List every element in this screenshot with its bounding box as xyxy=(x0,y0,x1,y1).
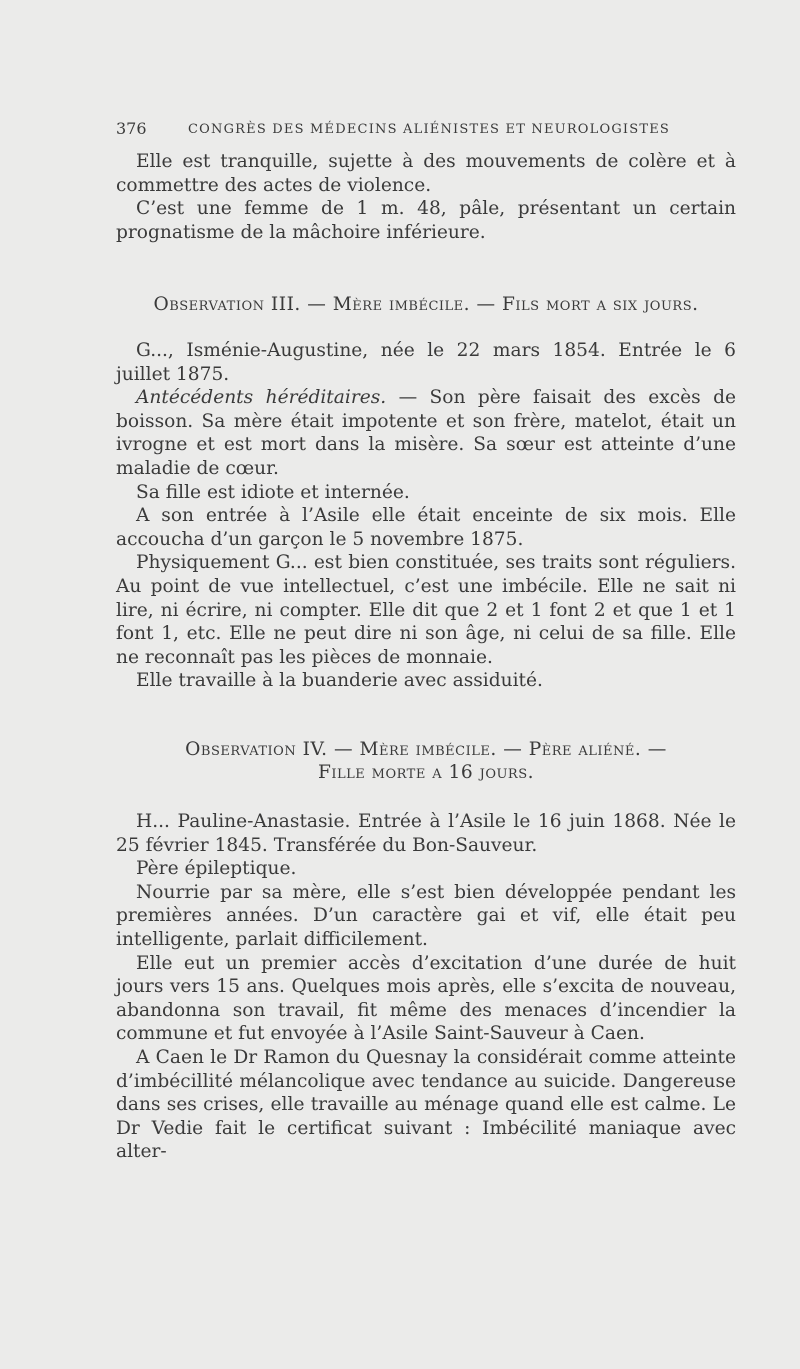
paragraph: G..., Isménie-Augustine, née le 22 mars 1854. Entrée le 6 juillet 1875. xyxy=(116,339,736,385)
observation-3-heading: Observation III. — Mère imbécile. — Fils mort a six jours. xyxy=(153,294,699,316)
paragraph: Elle travaille à la buanderie avec assiduité. xyxy=(136,670,543,692)
observation-4-heading-line1: Observation IV. — Mère imbécile. — Père aliéné. — xyxy=(185,738,667,760)
page-header xyxy=(116,119,736,139)
paragraph: Elle eut un premier accès d’excitation d’une durée de huit jours vers 15 ans. Quelques mois après, elle s’excita de nouveau, abandonna son travail, fit même des menaces d’incendier la commune et fut envoyée à l’Asile Saint-Sauveur à Caen. xyxy=(116,952,736,1045)
paragraph: Père épileptique. xyxy=(136,858,297,880)
paragraph: Elle est tranquille, sujette à des mouvements de colère et à commettre des actes de violence. xyxy=(116,151,736,196)
page-number: 376 xyxy=(116,119,147,138)
paragraph-text: — Son père faisait des excès de boisson. Sa mère était impotente et son frère, matelot, était un ivrogne et est mort dans la misère. Sa sœur est atteinte d’une maladie de cœur. xyxy=(116,387,737,479)
paragraph: C’est une femme de 1 m. 48, pâle, présentant un certain prognatisme de la mâchoire inférieure. xyxy=(116,198,736,243)
paragraph xyxy=(116,386,736,480)
paragraph: A Caen le Dr Ramon du Quesnay la considérait comme atteinte d’imbécillité mélancolique avec tendance au suicide. Dangereuse dans ses crises, elle travaille au ménage quand elle est calme. Le Dr Vedie fait le certificat suivant : Imbécilité maniaque avec alter- xyxy=(116,1047,736,1163)
section-label: Antécédents héréditaires. xyxy=(136,387,387,409)
running-title: CONGRÈS DES MÉDECINS ALIÉNISTES ET NEUROLOGISTES xyxy=(188,122,671,137)
paragraph: Sa fille est idiote et internée. xyxy=(136,481,410,503)
page-body xyxy=(116,150,736,1164)
paragraph: H... Pauline-Anastasie. Entrée à l’Asile le 16 juin 1868. Née le 25 février 1845. Transférée du Bon-Sauveur. xyxy=(116,811,736,856)
paragraph: Physiquement G... est bien constituée, ses traits sont réguliers. Au point de vue intellectuel, c’est une imbécile. Elle ne sait ni lire, ni écrire, ni compter. Elle dit que 2 et 1 font 2 et que 1 et 1 font 1, etc. Elle ne peut dire ni son âge, ni celui de sa fille. Elle ne reconnaît pas les pièces de monnaie. xyxy=(116,552,736,668)
observation-4-heading-line2: Fille morte a 16 jours. xyxy=(317,762,535,784)
paragraph: Nourrie par sa mère, elle s’est bien développée pendant les premières années. D’un caractère gai et vif, elle était peu intelligente, parlait difficilement. xyxy=(116,881,736,951)
paragraph: A son entrée à l’Asile elle était enceinte de six mois. Elle accoucha d’un garçon le 5 novembre 1875. xyxy=(116,505,736,550)
